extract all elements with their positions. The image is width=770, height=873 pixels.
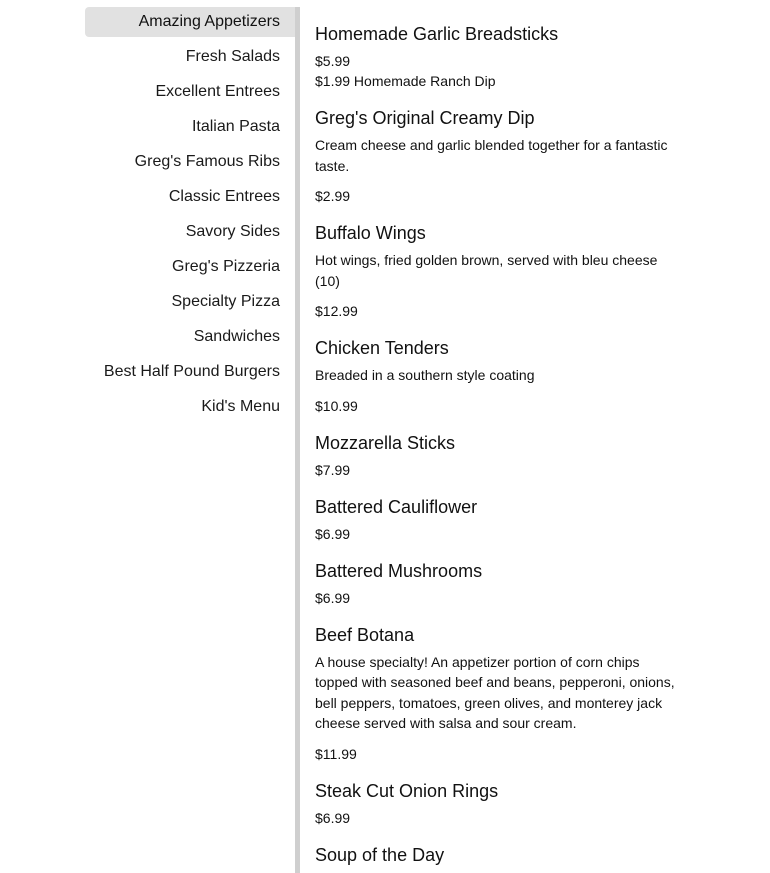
menu-item-name: Greg's Original Creamy Dip [315,108,535,128]
menu-item [315,337,675,416]
sidebar-item-gregs-famous-ribs[interactable]: Greg's Famous Ribs [134,153,280,170]
sidebar-item-amazing-appetizers[interactable]: Amazing Appetizers [85,7,295,37]
sidebar-item-specialty-pizza[interactable]: Specialty Pizza [171,293,280,310]
menu-item-price: $2.99 [315,188,351,204]
menu-item-addon: $1.99 Homemade Ranch Dip [315,73,496,89]
menu-item [315,624,675,764]
sidebar-item-kids-menu[interactable]: Kid's Menu [201,398,280,415]
menu-item-name: Battered Cauliflower [315,496,478,517]
menu-item [315,496,675,544]
menu-item [315,23,675,91]
sidebar-item-best-half-pound-burgers[interactable]: Best Half Pound Burgers [103,363,280,380]
sidebar-item-sandwiches[interactable]: Sandwiches [193,328,280,345]
sidebar-item-fresh-salads[interactable]: Fresh Salads [185,48,280,65]
menu-item [315,780,675,828]
sidebar-item-excellent-entrees[interactable]: Excellent Entrees [155,83,280,100]
menu-item-price: $10.99 [315,397,358,414]
menu-item-description: Breaded in a southern style coating [315,367,535,383]
sidebar-item-savory-sides[interactable]: Savory Sides [185,223,280,240]
menu-item-name: Homemade Garlic Breadsticks [315,24,559,44]
menu-item-price: $5.99 [315,53,351,69]
menu-item-price: $7.99 [315,461,351,478]
menu-item [315,432,675,480]
menu-item [315,222,675,321]
category-sidebar [85,7,295,427]
menu-item-list [315,23,675,872]
menu-item-price: $12.99 [315,303,358,319]
sidebar-divider [295,7,300,873]
menu-item-price: $6.99 [315,589,351,606]
menu-item-price: $6.99 [315,809,351,826]
menu-item-price: $6.99 [315,525,351,542]
menu-item-name: Mozzarella Sticks [315,432,456,453]
sidebar-item-gregs-pizzeria[interactable]: Greg's Pizzeria [172,258,280,275]
menu-item-description: Hot wings, fried golden brown, served with bleu cheese (10) [315,252,658,289]
menu-item-name: Steak Cut Onion Rings [315,780,499,801]
menu-item-name: Chicken Tenders [315,338,449,358]
menu-item-description: Cream cheese and garlic blended together for a fantastic taste. [315,137,668,174]
menu-item-name: Beef Botana [315,624,415,645]
menu-item-name: Buffalo Wings [315,223,426,243]
menu-item-description: A house specialty! An appetizer portion of corn chips topped with seasoned beef and beans, pepperoni, onions, bell peppers, tomatoes, green olives, and monterey jack cheese served with salsa and sour cream. [315,653,675,731]
menu-item-name: Soup of the Day [315,844,445,865]
sidebar-item-classic-entrees[interactable]: Classic Entrees [168,188,280,205]
menu-item [315,107,675,206]
menu-item [315,844,675,866]
menu-item-name: Battered Mushrooms [315,560,483,581]
menu-item [315,560,675,608]
menu-item-price: $11.99 [315,745,357,762]
sidebar-item-italian-pasta[interactable]: Italian Pasta [191,118,280,135]
